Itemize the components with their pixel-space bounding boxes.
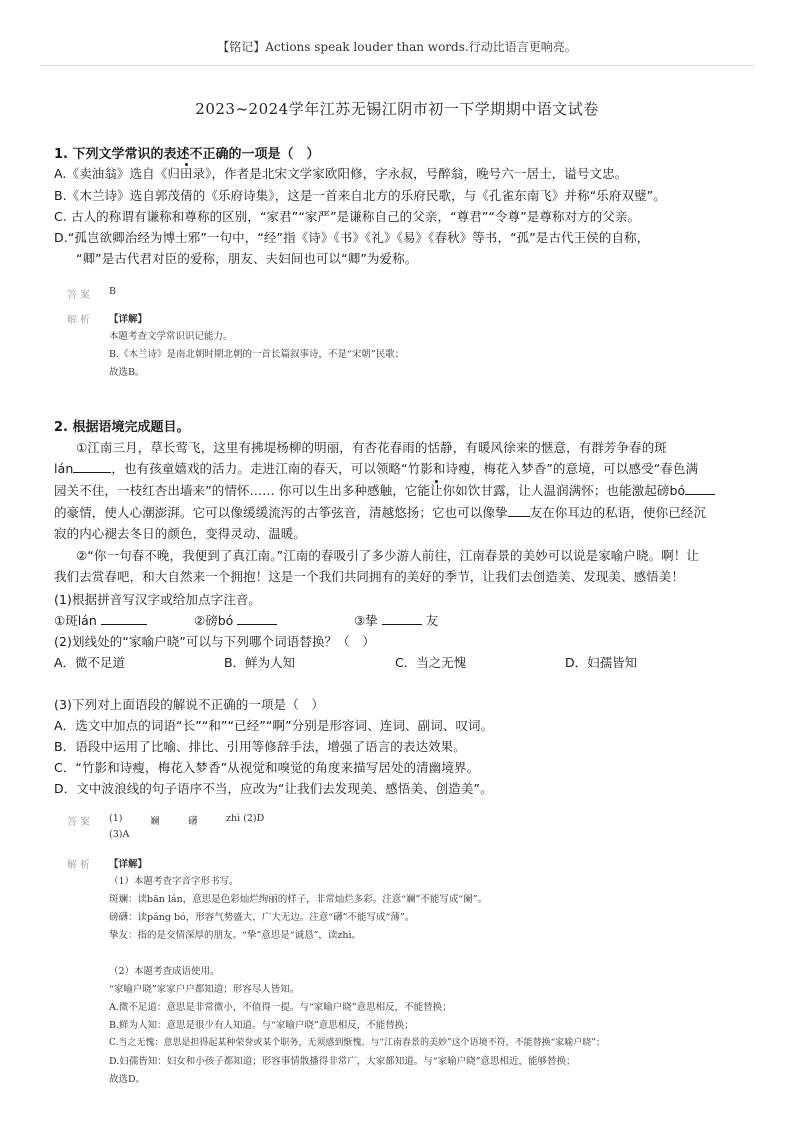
q1-analysis-label: 解析	[67, 315, 93, 326]
q1-a-dotted-word	[167, 166, 205, 181]
q2-sub3-option-b: B．语段中运用了比喻、排比、引用等修辞手法，增强了语言的表达效果。	[54, 739, 466, 754]
q2-dotted-text: 让	[430, 483, 443, 498]
q1-analysis-line: 本题考查文学常识识记能力。	[109, 331, 233, 342]
q2-passage-text: ，也有孩童嬉戏的活力。走进江南的春天，可以领略“竹影和诗瘦，梅花入梦香”的意境，可以感受“春色满	[111, 461, 699, 476]
q2-fill-label: ②磅bó	[194, 613, 234, 628]
q2-fill-3	[354, 611, 438, 629]
q2-fill-2	[194, 611, 277, 629]
q2-sub3-prompt: (3)下列对上面语段的解说不正确的一项是（ ）	[54, 697, 325, 712]
q2-answer-part: zhì (2)D	[226, 813, 265, 824]
question-1-option-d-line2: “卿”是古代君对臣的爱称，朋友、夫妇间也可以“卿”为爱称。	[76, 251, 418, 266]
blank-line	[73, 460, 111, 473]
q1-answer-label: 答案	[67, 290, 93, 301]
q2-sub2-option-b: B．鲜为人知	[224, 655, 296, 670]
q2-dotted-char	[430, 483, 443, 498]
q2-fill-label: 友	[425, 613, 439, 628]
q2-analysis-line: D.妇孺皆知：妇女和小孩子都知道；形容事情散播得非常广，大家都知道。与“家喻户晓”意思相近，能够替换；	[109, 1056, 576, 1067]
q2-answer-line2: (3)A	[109, 829, 130, 840]
q1-answer: B	[109, 286, 116, 297]
q2-answer-part: 礴	[188, 816, 198, 827]
q2-analysis-line: 磅礴：读páng bó，形容气势盛大，广大无边。注意“礴”不能写成“薄”。	[109, 912, 415, 923]
q2-analysis-line: B.鲜为人知：意思是很少有人知道。与“家喻户晓”意思相反，不能替换；	[109, 1020, 414, 1031]
q1-a-dotted-text: 归田录	[167, 166, 206, 181]
page-title: 2023~2024学年江苏无锡江阴市初一下学期期中语文试卷	[195, 100, 599, 118]
q1-analysis-line: 【详解】	[109, 314, 148, 325]
q1-a-part3: 》，作者是北宋文学家欧阳修，字永叔，号醉翁，晚号六一居士，谥号文忠。	[205, 166, 628, 181]
question-2-heading: 2. 根据语境完成题目。	[54, 420, 190, 435]
q2-passage-line: ①江南三月，草长莺飞，这里有拂堤杨柳的明丽，有杏花春雨的恬静，有暖风徐来的惬意，有群芳争春的斑	[76, 440, 667, 455]
q1-analysis-line: B.《木兰诗》是南北朝时期北朝的一首长篇叙事诗，不是“宋朝”民歌；	[109, 349, 405, 360]
q2-analysis-line: 斑斓：读bān lán，意思是色彩灿烂绚丽的样子，非常灿烂多彩。注意“斓”不能写成“阑”。	[109, 894, 488, 905]
blank-line	[237, 612, 277, 625]
header-divider	[40, 65, 754, 66]
q2-sub2-option-c: C．当之无愧	[395, 655, 467, 670]
q2-passage-line: 寂的内心褪去冬日的颜色，变得灵动、温暖。	[54, 526, 307, 541]
q2-passage-text: 你如饮甘露，让人温润满怀；也能激起磅bó	[442, 483, 686, 498]
q2-passage-text: 园关不住，一枝红杏出墙来”的情怀…… 你可以生出多种感触，它能	[54, 483, 431, 498]
blank-line	[101, 612, 147, 625]
q2-sub3-option-d: D．文中波浪线的句子语序不当，应改为“让我们去发现美、感悟美、创造美”。	[54, 781, 493, 796]
question-1-option-a	[54, 164, 627, 182]
q2-sub2-option-a: A．微不足道	[54, 655, 126, 670]
q2-analysis-line: “家喻户晓”家家户户都知道；形容尽人皆知。	[109, 984, 300, 995]
q2-analysis-line: 故选D。	[109, 1074, 146, 1085]
blank-line	[685, 482, 715, 495]
blank-line	[382, 612, 422, 625]
question-1-heading: 1. 下列文学常识的表述不正确的一项是（ ）	[54, 147, 320, 162]
question-1-option-b: B.《木兰诗》选自郭茂倩的《乐府诗集》，这是一首来自北方的乐府民歌，与《孔雀东南飞》并称“乐府双璧”。	[54, 188, 666, 203]
q2-passage-text: 的豪情，使人心潮澎湃。它可以像缓缓流泻的古筝弦音，清越悠扬；它也可以像挚	[54, 505, 508, 520]
q2-passage-line	[54, 503, 706, 521]
q2-sub1-prompt: (1)根据拼音写汉字或给加点字注音。	[54, 592, 262, 607]
q2-sub3-option-c: C．“竹影和诗瘦，梅花入梦香”从视觉和嗅觉的角度来描写居处的清幽境界。	[54, 760, 480, 775]
q2-analysis-line: 挚友：指的是交情深厚的朋友。“挚”意思是“诚恳”，读zhì。	[109, 930, 362, 941]
q2-answer-part: 斓	[150, 816, 160, 827]
header-motto: 【铭记】Actions speak louder than words.行动比语言更响亮。	[217, 40, 577, 54]
q2-answer-part: (1)	[109, 813, 123, 824]
q2-analysis-line: A.微不足道：意思是非常微小，不值得一提。与“家喻户晓”意思相反，不能替换；	[109, 1002, 452, 1013]
question-1-option-d-line1: D.“孤岂欲卿治经为博士邪”一句中，“经”指《诗》《书》《礼》《易》《春秋》等书，“孤”是古代王侯的自称，	[54, 230, 650, 245]
q1-a-part1: A.《卖油翁》选自《	[54, 166, 168, 181]
q2-passage-line	[54, 481, 715, 499]
q2-sub2-prompt: (2)划线处的“家喻户晓”可以与下列哪个词语替换？（ ）	[54, 634, 375, 649]
q2-fill-label: ①斑lán	[54, 613, 97, 628]
blank-line	[508, 504, 530, 517]
q2-analysis-line: 【详解】	[109, 859, 148, 870]
question-1-option-c: C. 古人的称谓有谦称和尊称的区别，“家君”“家严”是谦称自己的父亲，“尊君”“令尊”是尊称对方的父亲。	[54, 209, 641, 224]
q2-analysis-label: 解析	[67, 860, 93, 871]
q2-analysis-line: （1）本题考查字音字形书写。	[109, 876, 239, 887]
q2-passage-line: 我们去赏春吧，和大自然来一个拥抱！这是一个我们共同拥有的美好的季节，让我们去创造美、发现美、感悟美！	[54, 569, 685, 584]
q2-analysis-line: C.当之无愧：意思是担得起某种荣誉或某个职务，无须感到惭愧。与“江南春景的美妙”这个语境不符，不能替换“家喻户晓”；	[109, 1038, 605, 1048]
q2-passage-line: ②“你一句春不晚，我便到了真江南。”江南的春吸引了多少游人前往，江南春景的美妙可以说是家喻户晓。啊！让	[76, 548, 700, 563]
q2-fill-1	[54, 611, 147, 629]
q2-sub3-option-a: A．选文中加点的词语“长”“和”“已经”“啊”分别是形容词、连词、副词、叹词。	[54, 718, 494, 733]
q2-answer-label: 答案	[67, 817, 93, 828]
q2-fill-label: ③挚	[354, 613, 378, 628]
q2-sub2-option-d: D．妇孺皆知	[565, 655, 638, 670]
q2-analysis-line: （2）本题考查成语使用。	[109, 966, 220, 977]
q2-passage-text: 友在你耳边的私语，使你已经沉	[529, 505, 707, 520]
q2-pinyin-lan: lán	[54, 461, 74, 476]
q1-analysis-line: 故选B。	[109, 367, 145, 378]
q2-passage-line	[54, 459, 698, 477]
